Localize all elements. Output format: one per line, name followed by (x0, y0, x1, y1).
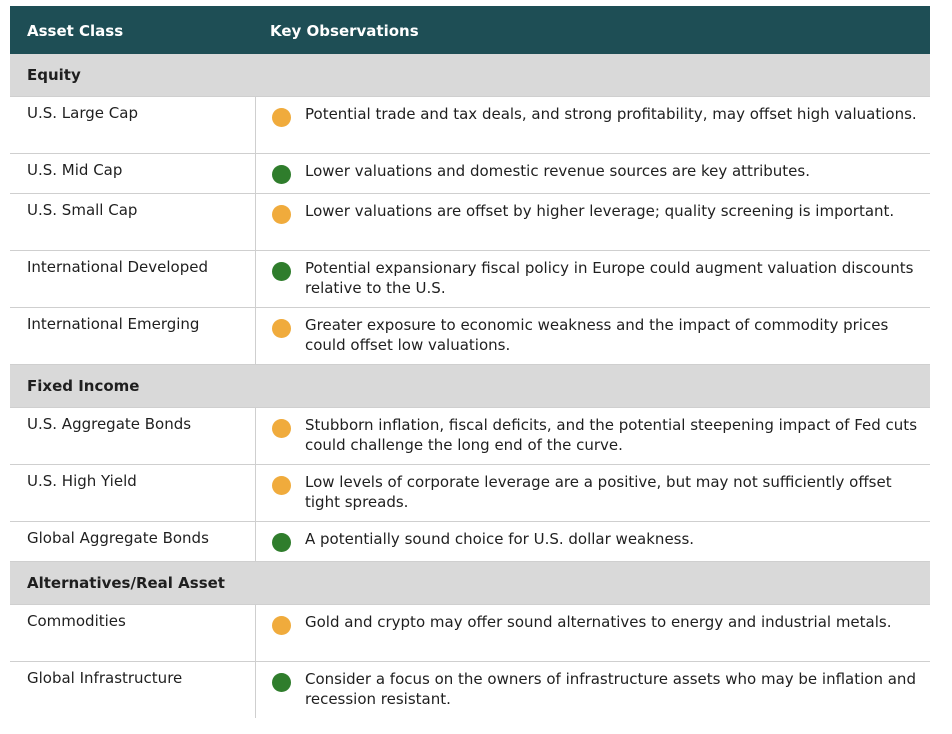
asset-class-table (10, 6, 930, 718)
section-title: Fixed Income (27, 377, 140, 395)
table-row (10, 605, 930, 662)
column-divider (255, 251, 256, 307)
observation-text: Greater exposure to economic weakness and the impact of commodity prices could offset low valuations. (305, 316, 889, 354)
amber-status-dot-icon (272, 419, 291, 438)
green-status-dot-icon (272, 262, 291, 281)
observation-text: Stubborn inflation, fiscal deficits, and the potential steepening impact of Fed cuts could challenge the long end of the curve. (305, 416, 918, 454)
column-divider (255, 465, 256, 521)
observation-text: Potential trade and tax deals, and strong profitability, may offset high valuations. (305, 105, 917, 123)
observation-text: A potentially sound choice for U.S. dollar weakness. (305, 530, 695, 548)
column-divider (255, 97, 256, 153)
amber-status-dot-icon (272, 616, 291, 635)
amber-status-dot-icon (272, 205, 291, 224)
section-title: Alternatives/Real Asset (27, 574, 225, 592)
asset-class-cell: Global Infrastructure (27, 669, 183, 687)
column-divider (255, 154, 256, 193)
column-divider (255, 194, 256, 250)
green-status-dot-icon (272, 165, 291, 184)
table-body (10, 54, 930, 718)
observation-text: Lower valuations and domestic revenue sources are key attributes. (305, 162, 810, 180)
column-divider (255, 408, 256, 464)
column-divider (255, 662, 256, 718)
asset-class-cell: Commodities (27, 612, 126, 630)
table-row (10, 251, 930, 308)
asset-class-cell: International Emerging (27, 315, 200, 333)
asset-class-cell: U.S. High Yield (27, 472, 137, 490)
observation-text: Low levels of corporate leverage are a positive, but may not sufficiently offset tight spreads. (305, 473, 892, 511)
column-divider (255, 605, 256, 661)
asset-class-cell: International Developed (27, 258, 209, 276)
table-row (10, 465, 930, 522)
column-divider (255, 522, 256, 561)
table-row (10, 662, 930, 718)
asset-class-cell: U.S. Large Cap (27, 104, 138, 122)
table-row (10, 194, 930, 251)
asset-class-cell: U.S. Aggregate Bonds (27, 415, 192, 433)
observation-text: Potential expansionary fiscal policy in Europe could augment valuation discounts relative to the U.S. (305, 259, 914, 297)
section-header (10, 562, 930, 605)
table-row (10, 408, 930, 465)
green-status-dot-icon (272, 673, 291, 692)
table-row (10, 97, 930, 154)
section-title: Equity (27, 66, 81, 84)
amber-status-dot-icon (272, 108, 291, 127)
section-header (10, 54, 930, 97)
table-row (10, 308, 930, 365)
observation-text: Gold and crypto may offer sound alternatives to energy and industrial metals. (305, 613, 892, 631)
section-header (10, 365, 930, 408)
table-header (10, 6, 930, 54)
asset-class-cell: U.S. Mid Cap (27, 161, 123, 179)
table-row (10, 522, 930, 562)
observation-text: Lower valuations are offset by higher leverage; quality screening is important. (305, 202, 895, 220)
table-row (10, 154, 930, 194)
asset-class-cell: Global Aggregate Bonds (27, 529, 209, 547)
column-divider (255, 308, 256, 364)
amber-status-dot-icon (272, 319, 291, 338)
green-status-dot-icon (272, 533, 291, 552)
asset-class-header: Asset Class (27, 22, 124, 40)
asset-class-cell: U.S. Small Cap (27, 201, 138, 219)
observation-text: Consider a focus on the owners of infrastructure assets who may be inflation and recession resistant. (305, 670, 916, 708)
amber-status-dot-icon (272, 476, 291, 495)
key-observations-header: Key Observations (270, 22, 419, 40)
